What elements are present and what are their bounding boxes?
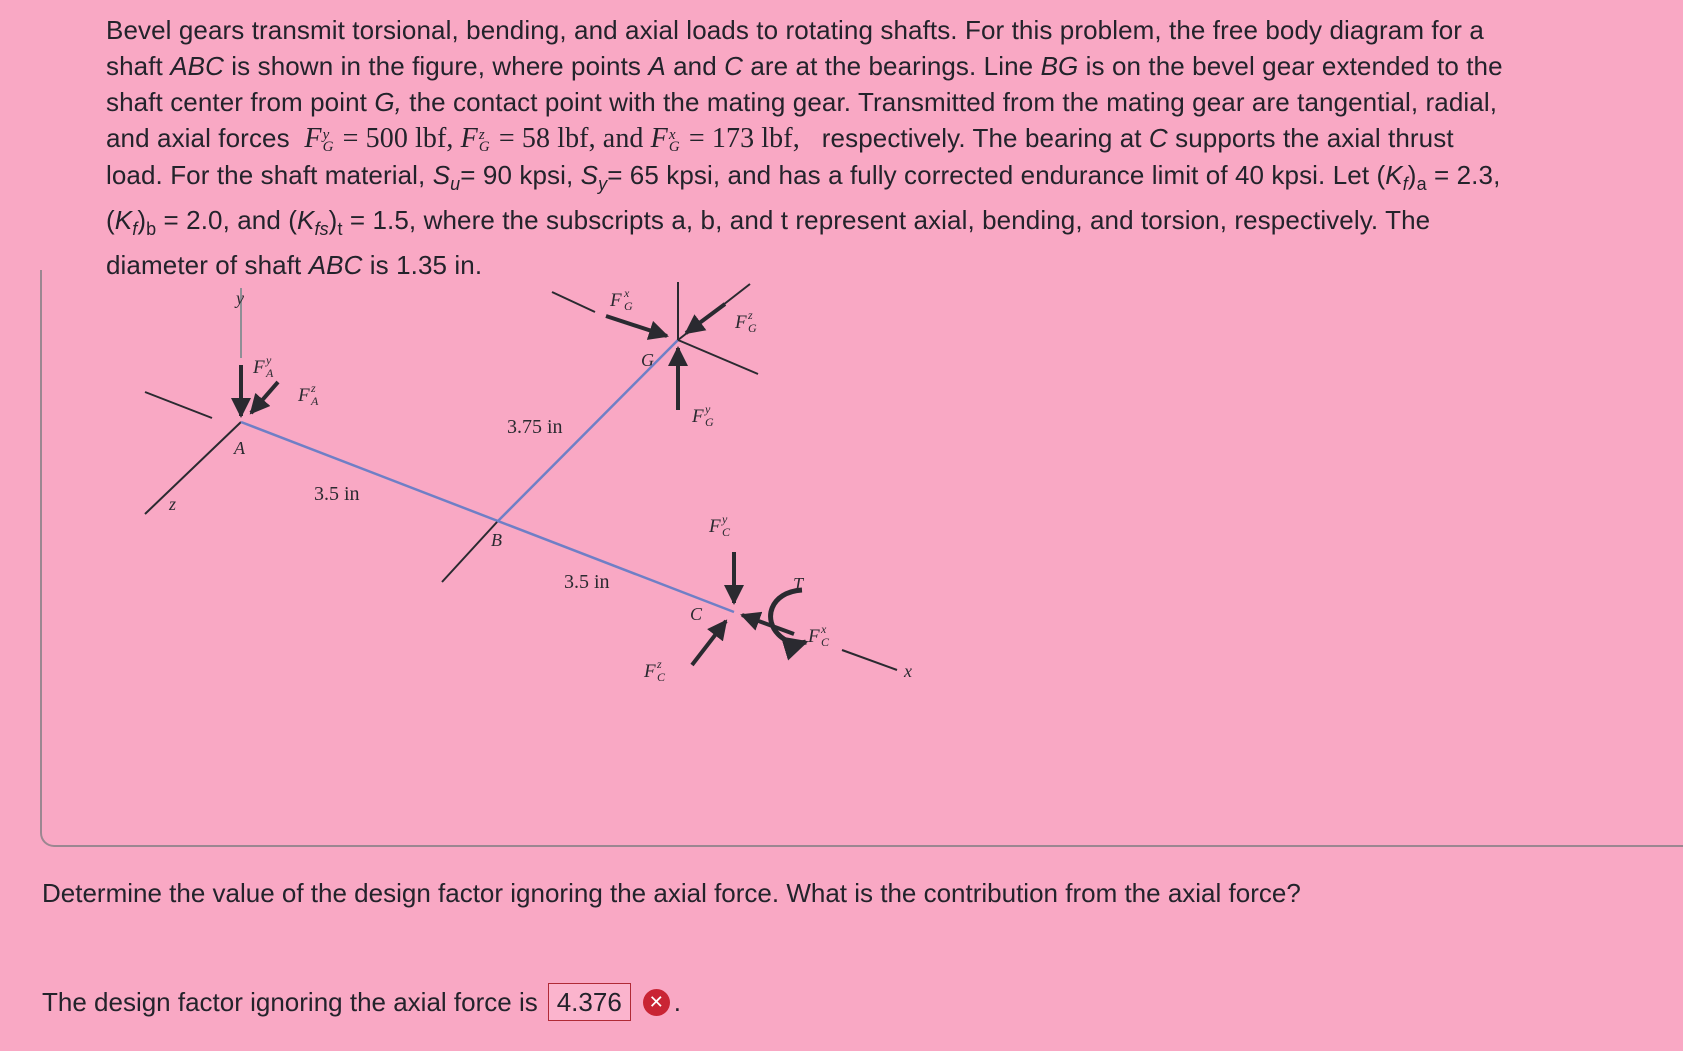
svg-text:y: y (722, 512, 728, 526)
svg-text:z: z (748, 308, 753, 322)
b-reference-line (442, 522, 497, 582)
svg-text:y: y (705, 402, 711, 416)
y-axis-label: y (236, 288, 244, 308)
svg-text:F: F (692, 406, 704, 427)
svg-text:x: x (624, 286, 630, 300)
point-g-label: G (641, 350, 654, 370)
label-fcx (807, 622, 830, 649)
svg-text:G: G (748, 321, 757, 335)
answer-input[interactable]: 4.376 (548, 983, 631, 1021)
force-arrow-fgz (686, 304, 725, 333)
dimension-ab: 3.5 in (314, 483, 360, 505)
problem-line-4: and axial forces F y G = 500 lbf, F z G = 58 lbf, and F x G = 173 lbf, respectively. The bearing at C supports the axial thrust (106, 123, 1454, 155)
torque-arrow-t (771, 590, 806, 643)
problem-line-7: diameter of shaft ABC is 1.35 in. (106, 250, 483, 281)
force-arrow-fcz (692, 621, 726, 665)
svg-text:z: z (657, 657, 662, 671)
a-x-reference-line (145, 392, 212, 418)
figure-panel (40, 270, 1683, 847)
x-axis-label: x (904, 661, 912, 681)
point-b-label: B (491, 530, 502, 550)
question-text: Determine the value of the design factor ignoring the axial force. What is the contribution from the axial force? (42, 878, 1301, 908)
svg-text:C: C (722, 525, 731, 539)
z-axis-line (145, 422, 241, 514)
label-fgz (734, 308, 757, 335)
dimension-bg: 3.75 in (507, 416, 563, 438)
label-fay (252, 353, 274, 380)
problem-line-5: load. For the shaft material, $S_u= 90$ kpsi, $S_y= 65$ kpsi, and has a fully corrected endurance limit of 40 kpsi. Let $(K_f)_a = 2.3$, (106, 160, 1501, 195)
label-fgy (691, 402, 714, 429)
problem-line-3: shaft center from point G, the contact point with the mating gear. Transmitted from the mating gear are tangential, radial, (106, 87, 1498, 117)
svg-text:x: x (821, 622, 827, 636)
problem-line-1: Bevel gears transmit torsional, bending, and axial loads to rotating shafts. For this problem, the free body diagram for a (106, 15, 1484, 45)
problem-line-6: $(K_f)_b = 2.0$, and $(K_{fs})_t = 1.5$, where the subscripts a, b, and t represent axial, bending, and torsion, respectively. The (106, 205, 1431, 240)
svg-text:C: C (821, 635, 830, 649)
force-arrow-fgx (606, 316, 667, 336)
free-body-diagram (42, 270, 1682, 845)
svg-text:F: F (644, 661, 656, 682)
svg-text:F: F (808, 626, 820, 647)
z-axis-label: z (169, 494, 177, 514)
force-arrow-fcx (742, 615, 794, 634)
svg-text:F: F (709, 516, 721, 537)
answer-row (42, 983, 681, 1021)
svg-text:F: F (735, 312, 747, 333)
svg-text:y: y (266, 353, 272, 367)
label-faz (297, 381, 319, 408)
problem-statement (106, 12, 1666, 283)
label-fcy (708, 512, 731, 539)
svg-text:G: G (705, 415, 714, 429)
torque-t-label: T (793, 574, 804, 594)
label-fcz (643, 657, 666, 684)
point-c-label: C (690, 604, 703, 624)
g-x-guide-line (552, 292, 595, 312)
svg-text:A: A (266, 366, 274, 380)
problem-line-2: shaft ABC is shown in the figure, where points A and C are at the bearings. Line BG is on the bevel gear extended to the (106, 51, 1503, 81)
svg-text:A: A (311, 394, 319, 408)
point-a-label: A (234, 438, 245, 458)
answer-label: The design factor ignoring the axial force is (42, 986, 538, 1017)
dimension-bc: 3.5 in (564, 571, 610, 593)
g-reference-line-2 (678, 340, 758, 374)
svg-text:F: F (298, 385, 310, 406)
answer-period: . (673, 986, 682, 1017)
svg-text:F: F (610, 290, 622, 311)
svg-text:G: G (624, 299, 633, 313)
incorrect-x-icon: ✕ (643, 989, 670, 1016)
force-arrow-faz (251, 382, 278, 413)
svg-text:z: z (311, 381, 316, 395)
shaft-abc (241, 422, 734, 612)
shaft-x-extension (842, 650, 897, 670)
svg-text:F: F (253, 357, 265, 378)
svg-text:C: C (657, 670, 666, 684)
label-fgx (609, 286, 633, 313)
